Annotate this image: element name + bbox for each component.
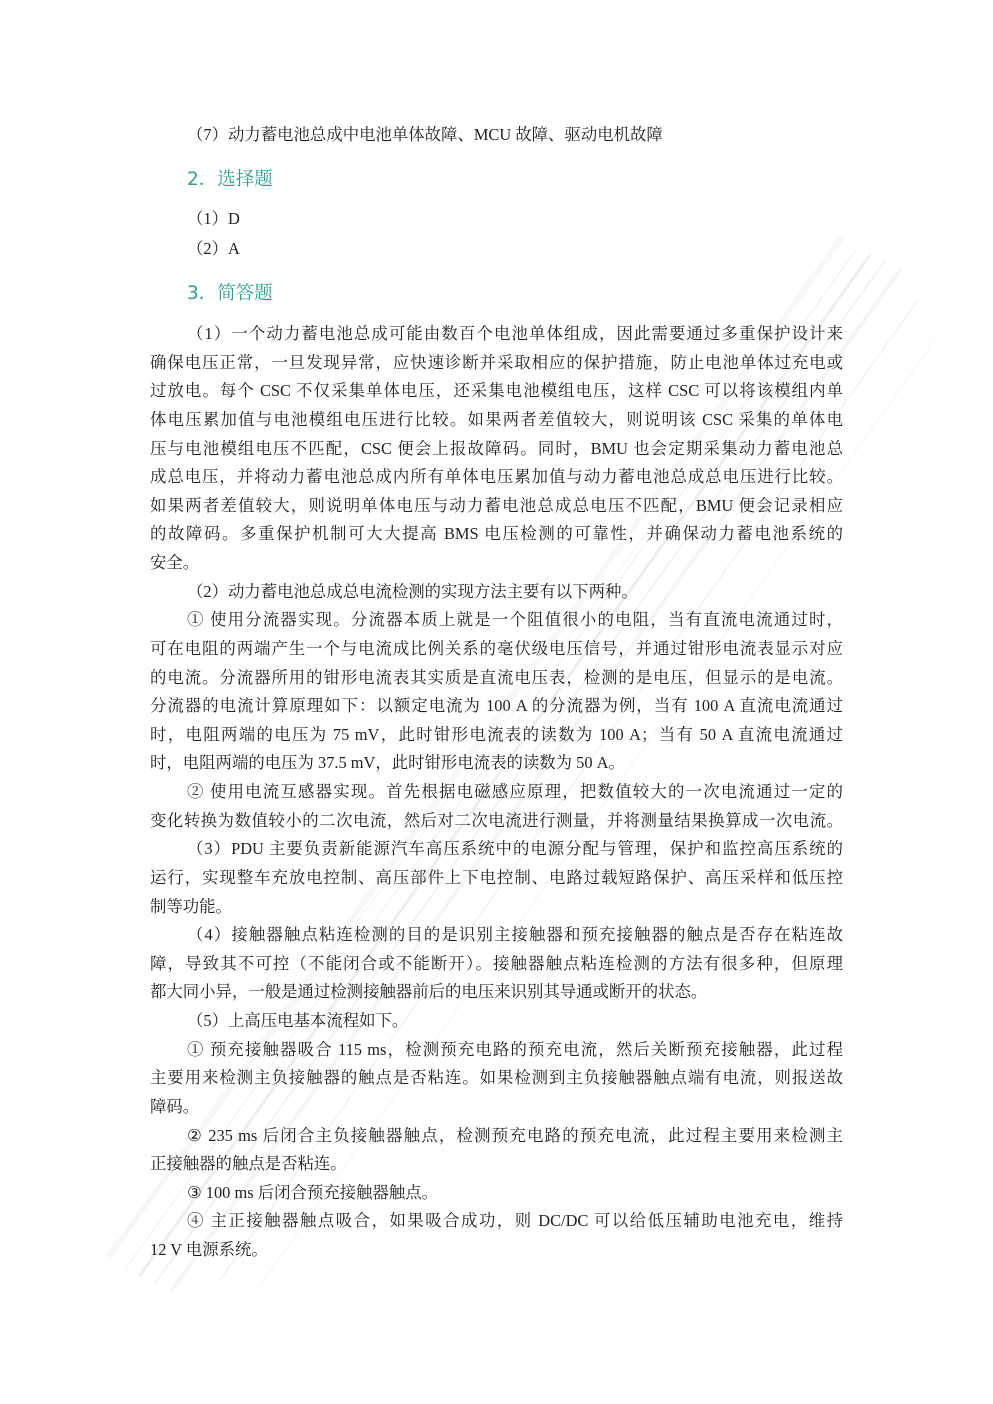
text-line: 12 V 电源系统。 <box>150 1240 268 1259</box>
text-line: 变化转换为数值较小的二次电流，然后对二次电流进行测量，并将测量结果换算成一次电流。 <box>150 810 843 830</box>
text-line: ② 235 ms 后闭合主负接触器触点，检测预充电路的预充电流，此过程主要用来检测主 <box>187 1125 843 1145</box>
text-line: 障，导致其不可控（不能闭合或不能断开）。接触器触点粘连检测的方法有很多种，但原理 <box>150 953 843 973</box>
text-line: ① 预充接触器吸合 115 ms，检测预充电路的预充电流，然后关断预充接触器，此过程 <box>187 1039 843 1059</box>
text-line: 制等功能。 <box>150 896 232 916</box>
section-heading-choice: 2．选择题 <box>187 169 273 190</box>
paragraph-1 <box>150 320 843 578</box>
answer-line-7: （7）动力蓄电池总成中电池单体故障、MCU 故障、驱动电机故障 <box>187 125 663 144</box>
text-line: 分流器的电流计算原理如下：以额定电流为 100 A 的分流器为例，当有 100 A 直流电流通过 <box>150 696 843 716</box>
text-line: 的电流。分流器所用的钳形电流表其实质是直流电压表，检测的是电压，但显示的是电流。 <box>150 667 843 687</box>
paragraph-4 <box>150 921 843 1007</box>
paragraph-2-item-1 <box>150 606 843 778</box>
text-line: （1）一个动力蓄电池总成可能由数百个电池单体组成，因此需要通过多重保护设计来 <box>187 324 843 343</box>
text-line: 过放电。每个 CSC 不仅采集单体电压，还采集电池模组电压，这样 CSC 可以将该模组内单 <box>150 381 843 401</box>
text-line: （2）动力蓄电池总成总电流检测的实现方法主要有以下两种。 <box>187 581 638 601</box>
text-line: 都大同小异，一般是通过检测接触器前后的电压来识别其导通或断开的状态。 <box>150 982 708 1002</box>
text-line: （5）上高压电基本流程如下。 <box>187 1011 409 1030</box>
text-line: ② 使用电流互感器实现。首先根据电磁感应原理，把数值较大的一次电流通过一定的 <box>187 782 843 801</box>
text-line: 压与电池模组电压不匹配，CSC 便会上报故障码。同时，BMU 也会定期采集动力蓄电池总 <box>150 438 843 458</box>
text-line: （4）接触器触点粘连检测的目的是识别主接触器和预充接触器的触点是否存在粘连故 <box>187 925 843 945</box>
choice-answer-2: （2）A <box>187 239 240 258</box>
text-line: ③ 100 ms 后闭合预充接触器触点。 <box>187 1182 438 1202</box>
text-line: ④ 主正接触器触点吸合，如果吸合成功，则 DC/DC 可以给低压辅助电池充电，维持 <box>187 1211 843 1231</box>
section-short-answer-body <box>150 320 843 1265</box>
text-line: 如果两者差值较大，则说明单体电压与动力蓄电池总成总电压不匹配，BMU 便会记录相应 <box>150 495 843 515</box>
paragraph-5-item-4 <box>150 1207 843 1264</box>
paragraph-5 <box>150 1007 843 1036</box>
text-line: 运行，实现整车充放电控制、高压部件上下电控制、电路过载短路保护、高压采样和低压控 <box>150 867 843 887</box>
text-line: 障码。 <box>150 1096 200 1116</box>
paragraph-2-item-2 <box>150 778 843 835</box>
text-line: 体电压累加值与电池模组电压进行比较。如果两者差值较大，则说明该 CSC 采集的单体电 <box>150 409 843 429</box>
choice-answer-1: （1）D <box>187 209 240 228</box>
paragraph-5-item-1 <box>150 1036 843 1122</box>
text-line: 时，电阻两端的电压为 75 mV，此时钳形电流表的读数为 100 A；当有 50 A 直流电流通过 <box>150 724 843 744</box>
text-line: （3）PDU 主要负责新能源汽车高压系统中的电源分配与管理，保护和监控高压系统的 <box>187 839 843 859</box>
text-line: 安全。 <box>150 553 200 572</box>
text-line: 成总电压，并将动力蓄电池总成内所有单体电压累加值与动力蓄电池总成总电压进行比较。 <box>150 467 843 487</box>
paragraph-5-item-3 <box>150 1179 843 1208</box>
paragraph-5-item-2 <box>150 1122 843 1179</box>
paragraph-3 <box>150 835 843 921</box>
text-line: 正接触器的触点是否粘连。 <box>150 1154 347 1174</box>
text-line: 的故障码。多重保护机制可大大提高 BMS 电压检测的可靠性，并确保动力蓄电池系统的 <box>150 524 843 544</box>
text-line: 确保电压正常，一旦发现异常，应快速诊断并采取相应的保护措施，防止电池单体过充电或 <box>150 352 843 372</box>
section-heading-short-answer: 3．简答题 <box>187 283 273 304</box>
text-line: ① 使用分流器实现。分流器本质上就是一个阻值很小的电阻，当有直流电流通过时， <box>187 610 843 630</box>
paragraph-2 <box>150 578 843 607</box>
text-line: 主要用来检测主负接触器的触点是否粘连。如果检测到主负接触器触点端有电流，则报送故 <box>150 1068 843 1088</box>
text-line: 可在电阻的两端产生一个与电流成比例关系的毫伏级电压信号，并通过钳形电流表显示对应 <box>150 638 843 658</box>
text-line: 时，电阻两端的电压为 37.5 mV，此时钳形电流表的读数为 50 A。 <box>150 753 625 773</box>
